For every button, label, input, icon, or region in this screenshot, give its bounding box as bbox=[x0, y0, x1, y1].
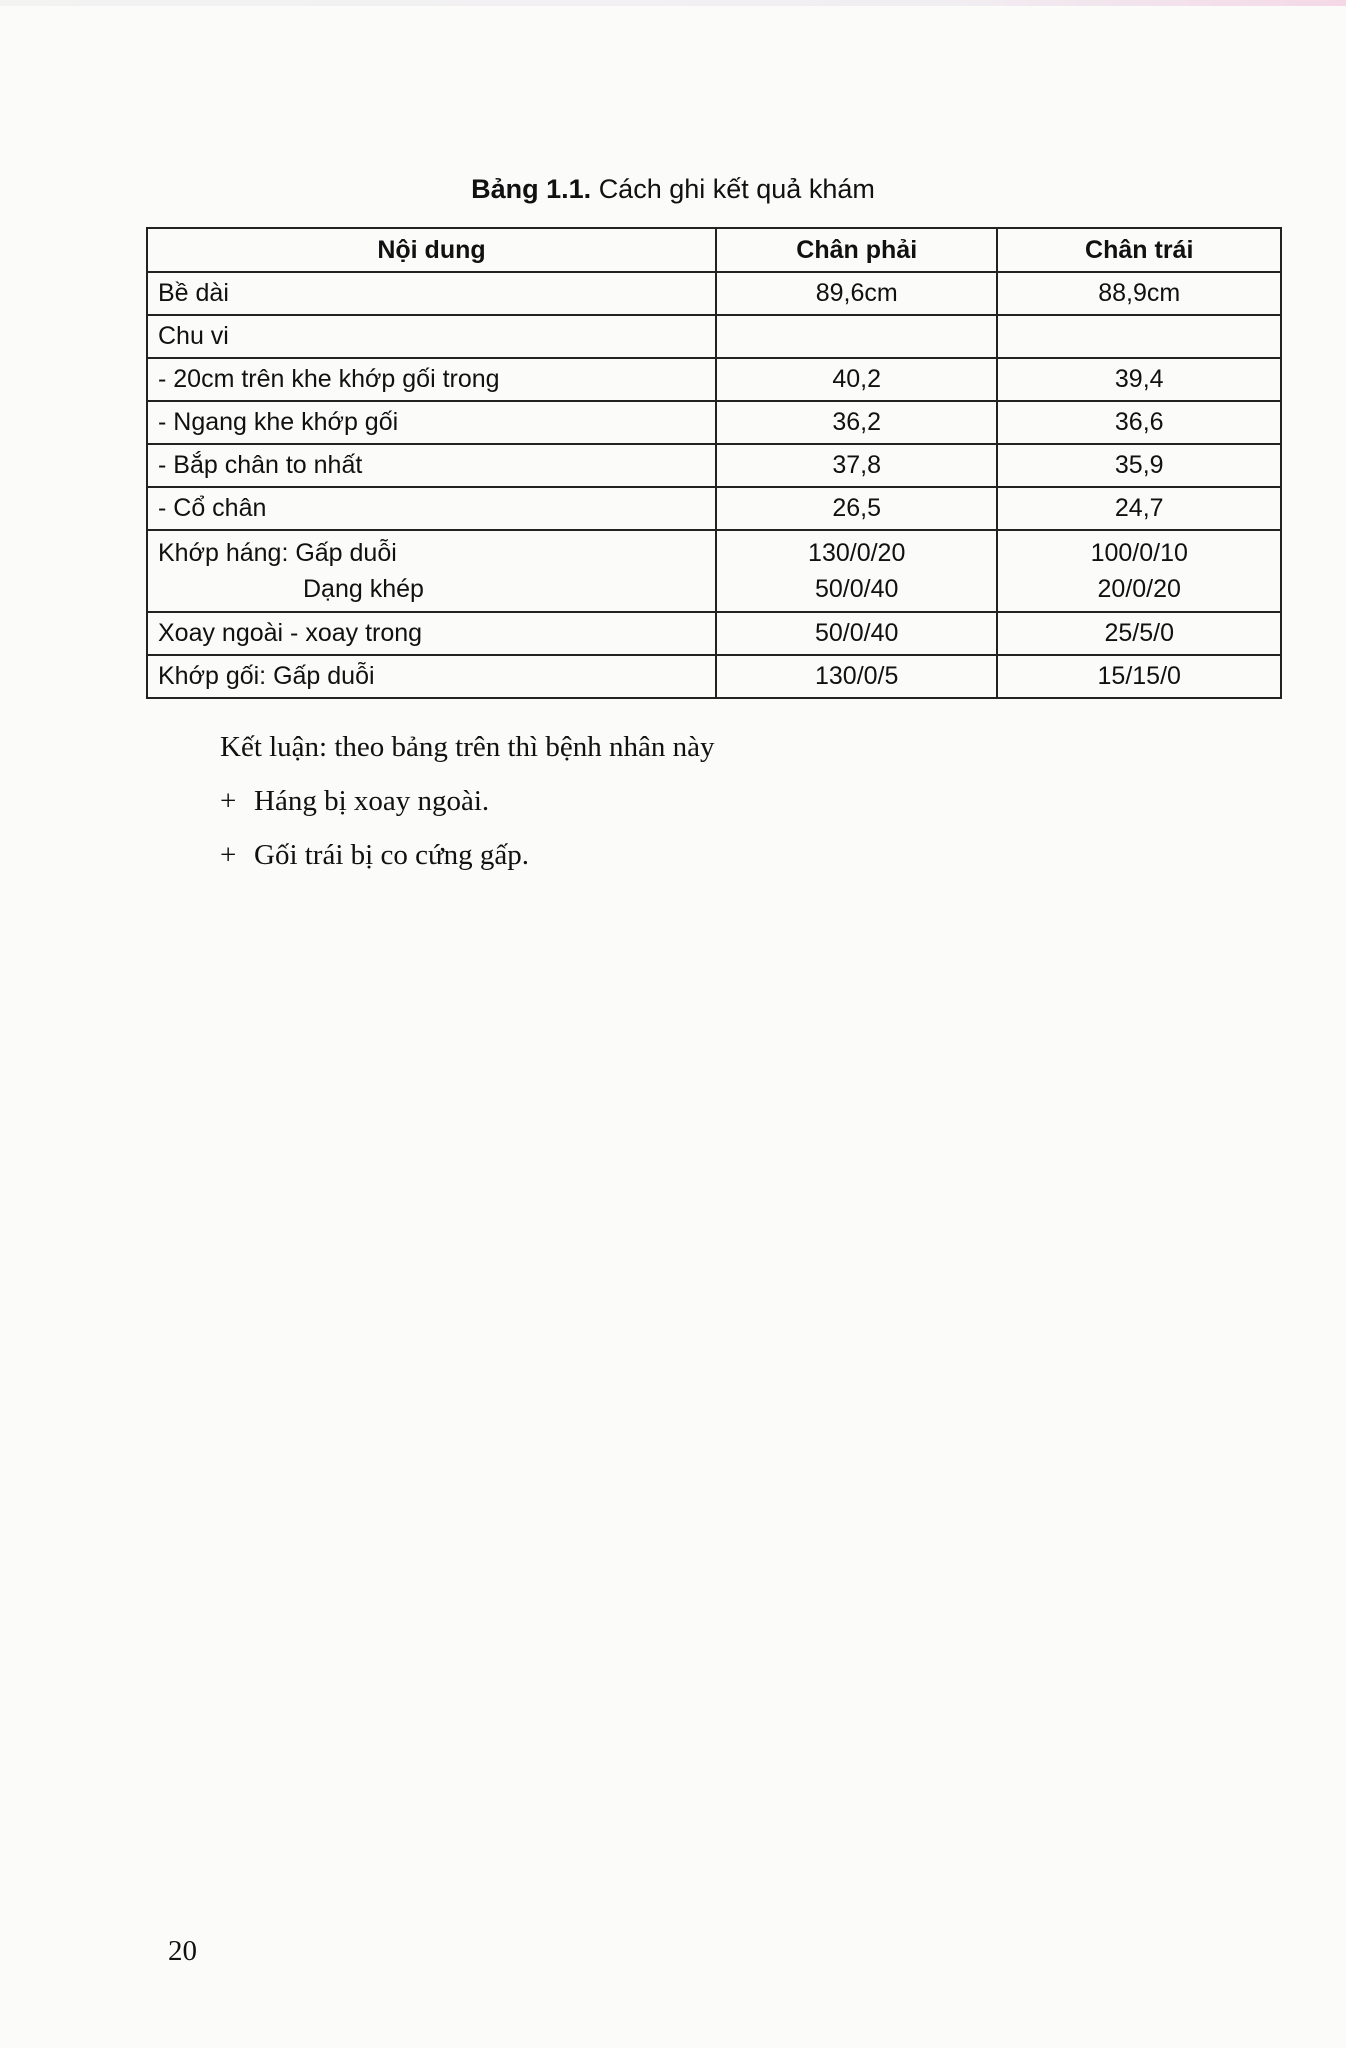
plus-bullet: + bbox=[220, 839, 237, 871]
row-label: Chu vi bbox=[147, 315, 716, 358]
exam-results-table bbox=[146, 227, 1282, 699]
row-label: Bề dài bbox=[147, 272, 716, 315]
left-value bbox=[997, 315, 1281, 358]
table-row bbox=[147, 315, 1281, 358]
left-value: 39,4 bbox=[997, 358, 1281, 401]
right-value: 89,6cm bbox=[716, 272, 998, 315]
conclusion-item bbox=[220, 774, 714, 828]
table-caption bbox=[0, 174, 1346, 205]
right-value: 37,8 bbox=[716, 444, 998, 487]
left-value: 15/15/0 bbox=[997, 655, 1281, 698]
table-row bbox=[147, 487, 1281, 530]
row-label: - Bắp chân to nhất bbox=[147, 444, 716, 487]
left-value: 36,6 bbox=[997, 401, 1281, 444]
hip-flexion-label: Khớp háng: Gấp duỗi bbox=[158, 539, 397, 567]
header-left-leg: Chân trái bbox=[997, 228, 1281, 272]
rotation-row bbox=[147, 612, 1281, 655]
row-label: Xoay ngoài - xoay trong bbox=[147, 612, 716, 655]
left-value: 25/5/0 bbox=[997, 612, 1281, 655]
right-value: 36,2 bbox=[716, 401, 998, 444]
left-value: 88,9cm bbox=[997, 272, 1281, 315]
knee-row bbox=[147, 655, 1281, 698]
right-value: 50/0/40 bbox=[716, 612, 998, 655]
hip-label-cell bbox=[147, 530, 716, 612]
header-content: Nội dung bbox=[147, 228, 716, 272]
table-row bbox=[147, 444, 1281, 487]
left-value: 24,7 bbox=[997, 487, 1281, 530]
row-label: Khớp gối: Gấp duỗi bbox=[147, 655, 716, 698]
caption-number: Bảng 1.1. bbox=[471, 174, 592, 204]
right-value bbox=[716, 315, 998, 358]
page-top-edge bbox=[0, 0, 1346, 6]
conclusion-block bbox=[220, 720, 714, 882]
hip-right-flexion: 130/0/20 bbox=[808, 539, 906, 567]
hip-right-cell bbox=[716, 530, 998, 612]
hip-row bbox=[147, 530, 1281, 612]
hip-abduction-label: Dạng khép bbox=[303, 575, 424, 603]
hip-left-cell bbox=[997, 530, 1281, 612]
hip-left-flexion: 100/0/10 bbox=[1090, 539, 1188, 567]
header-right-leg: Chân phải bbox=[716, 228, 998, 272]
table-row bbox=[147, 358, 1281, 401]
caption-title: Cách ghi kết quả khám bbox=[598, 174, 875, 204]
right-value: 40,2 bbox=[716, 358, 998, 401]
row-label: - Cổ chân bbox=[147, 487, 716, 530]
page-number: 20 bbox=[168, 1935, 197, 1967]
left-value: 35,9 bbox=[997, 444, 1281, 487]
conclusion-item-text: Gối trái bị co cứng gấp. bbox=[254, 839, 530, 871]
plus-bullet: + bbox=[220, 785, 237, 817]
hip-left-abduction: 20/0/20 bbox=[1097, 575, 1181, 603]
conclusion-item-text: Háng bị xoay ngoài. bbox=[254, 785, 490, 817]
row-label: - Ngang khe khớp gối bbox=[147, 401, 716, 444]
conclusion-intro: Kết luận: theo bảng trên thì bệnh nhân này bbox=[220, 731, 715, 763]
right-value: 26,5 bbox=[716, 487, 998, 530]
table-row bbox=[147, 401, 1281, 444]
right-value: 130/0/5 bbox=[716, 655, 998, 698]
table-row bbox=[147, 272, 1281, 315]
row-label: - 20cm trên khe khớp gối trong bbox=[147, 358, 716, 401]
table-header-row bbox=[147, 228, 1281, 272]
hip-right-abduction: 50/0/40 bbox=[815, 575, 899, 603]
conclusion-item bbox=[220, 828, 714, 882]
